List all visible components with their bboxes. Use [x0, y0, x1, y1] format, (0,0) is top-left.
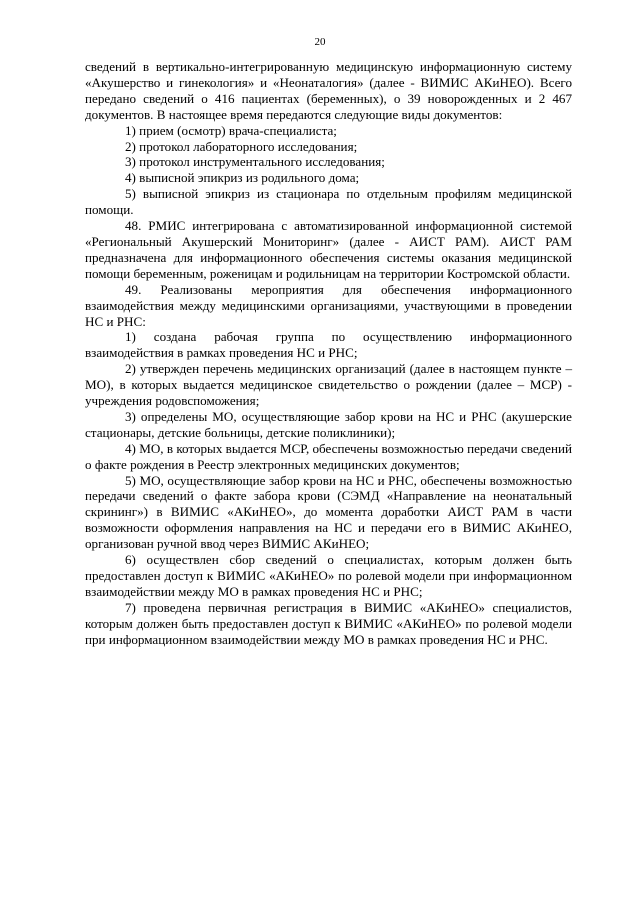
list-item-document-type-2: 2) протокол лабораторного исследования; — [125, 138, 358, 154]
list-item-measure-5: 5) МО, осуществляющие забор крови на НС и РНС, обеспечены возможностью передачи сведений о факте забора крови (СЭМД «Направление на неонатальный скрининг») в ВИМИС «АКиНЕО», до момента доработки АИСТ РАМ в части возможности оформления направления на НС и передачи его в ВИМИС АКиНЕО, организован ручной ввод через ВИМИС АКиНЕО; — [85, 472, 572, 552]
list-item-measure-7: 7) проведена первичная регистрация в ВИМИС «АКиНЕО» специалистов, которым должен быть предоставлен доступ к ВИМИС «АКиНЕО» по ролевой модели при информационном взаимодействии между МО в рамках проведения НС и РНС. — [85, 599, 572, 647]
list-item-document-type-1: 1) прием (осмотр) врача-специалиста; — [125, 122, 337, 138]
paragraph-48: 48. РМИС интегрирована с автоматизированной информационной системой «Региональный Акушерский Мониторинг» (далее - АИСТ РАМ). АИСТ РАМ предназначена для информационного обеспечения системы оказания медицинской помощи беременным, роженицам и родильницам на территории Костромской области. — [85, 218, 572, 281]
document-body — [85, 59, 572, 648]
list-item-measure-1: 1) создана рабочая группа по осуществлению информационного взаимодействия в рамках проведения НС и РНС; — [85, 329, 572, 361]
list-item-document-type-5: 5) выписной эпикриз из стационара по отдельным профилям медицинской помощи. — [85, 186, 572, 218]
list-item-measure-3: 3) определены МО, осуществляющие забор крови на НС и РНС (акушерские стационары, детские больницы, детские поликлиники); — [85, 408, 572, 440]
list-item-measure-2: 2) утвержден перечень медицинских организаций (далее в настоящем пункте – МО), в которых выдается медицинское свидетельство о рождении (далее – МСР) - учреждения родовспоможения; — [85, 361, 572, 409]
list-item-measure-4: 4) МО, в которых выдается МСР, обеспечены возможностью передачи сведений о факте рождения в Реестр электронных медицинских документов; — [85, 440, 572, 472]
page-number: 20 — [314, 36, 326, 48]
paragraph-49: 49. Реализованы мероприятия для обеспечения информационного взаимодействия между медицинскими организациями, участвующими в проведении НС и РНС: — [85, 281, 572, 329]
list-item-measure-6: 6) осуществлен сбор сведений о специалистах, которым должен быть предоставлен доступ к ВИМИС «АКиНЕО» по ролевой модели при информационном взаимодействии между МО в рамках проведения НС и РНС; — [85, 552, 572, 599]
list-item-document-type-4: 4) выписной эпикриз из родильного дома; — [125, 170, 360, 186]
list-item-document-type-3: 3) протокол инструментального исследования; — [125, 154, 385, 170]
paragraph-continuation: сведений в вертикально-интегрированную медицинскую информационную систему «Акушерство и гинекология» и «Неонаталогия» (далее - ВИМИС АКиНЕО). Всего передано сведений о 416 пациентах (беременных), о 39 новорожденных и 2 467 документов. В настоящее время передаются следующие виды документов: — [85, 59, 572, 122]
